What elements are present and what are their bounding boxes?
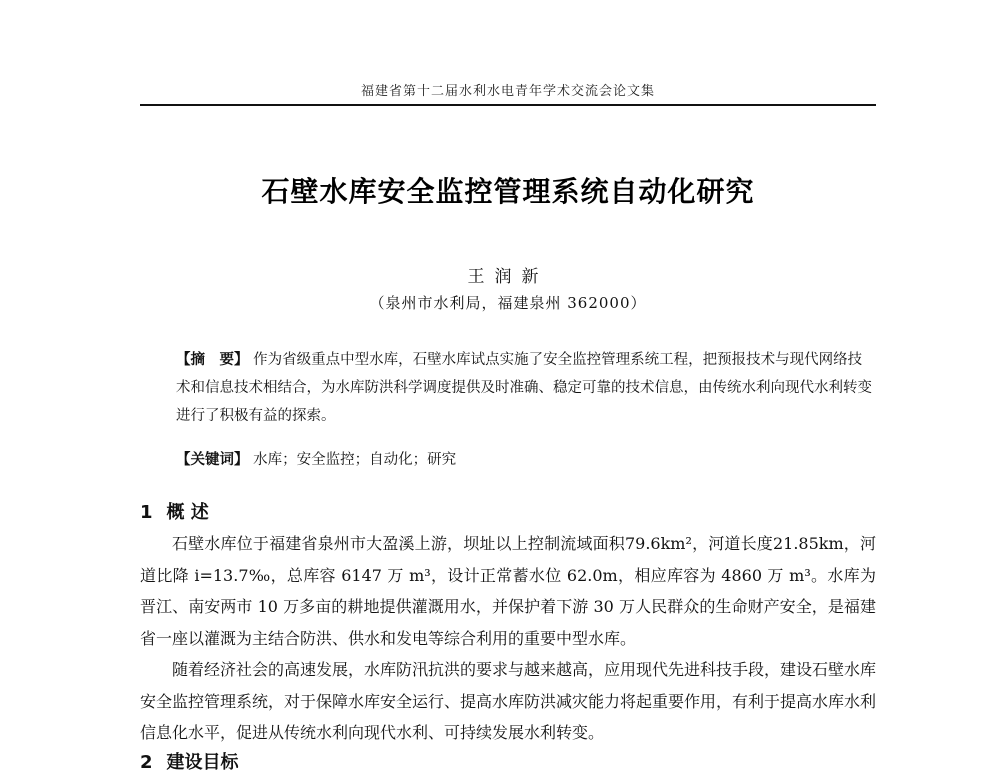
abstract-label: 【摘 要】: [176, 352, 249, 368]
section-heading-2: [140, 748, 239, 774]
keywords: [176, 446, 876, 474]
section-heading-1: [140, 498, 209, 524]
body-paragraph-1: 石壁水库位于福建省泉州市大盈溪上游，坝址以上控制流域面积79.6km²，河道长度21.85km，河道比降 i=13.7‰，总库容 6147 万 m³，设计正常蓄水位 62.0m，相应库容为 4860 万 m³。水库为晋江、南安两市 10 万多亩的耕地提供灌溉用水，并保护着下游 30 万人民群众的生命财产安全，是福建省一座以灌溉为主结合防洪、供水和发电等综合利用的重要中型水库。: [140, 534, 876, 648]
author-name: 王润新: [467, 267, 549, 287]
section-title: 概 述: [166, 502, 209, 523]
section-title: 建设目标: [166, 752, 239, 773]
section-number: 1: [140, 502, 153, 523]
abstract: [176, 346, 876, 430]
abstract-text: 作为省级重点中型水库，石壁水库试点实施了安全监控管理系统工程，把预报技术与现代网络技术和信息技术相结合，为水库防洪科学调度提供及时准确、稳定可靠的技术信息，由传统水利向现代水利转变进行了积极有益的探索。: [176, 352, 872, 424]
keywords-text: 水库；安全监控；自动化；研究: [253, 452, 457, 468]
author-affiliation: （泉州市水利局，福建泉州 362000）: [369, 294, 647, 312]
body-paragraph-2: 随着经济社会的高速发展，水库防汛抗洪的要求与越来越高，应用现代先进科技手段，建设石壁水库安全监控管理系统，对于保障水库安全运行、提高水库防洪减灾能力将起重要作用，有利于提高水库水利信息化水平，促进从传统水利向现代水利、可持续发展水利转变。: [140, 660, 877, 742]
header-rule: [140, 104, 876, 106]
running-header: 福建省第十二届水利水电青年学术交流会论文集: [360, 84, 655, 99]
keywords-label: 【关键词】: [176, 452, 249, 468]
paper-title: 石壁水库安全监控管理系统自动化研究: [261, 175, 755, 208]
section-number: 2: [140, 752, 153, 773]
